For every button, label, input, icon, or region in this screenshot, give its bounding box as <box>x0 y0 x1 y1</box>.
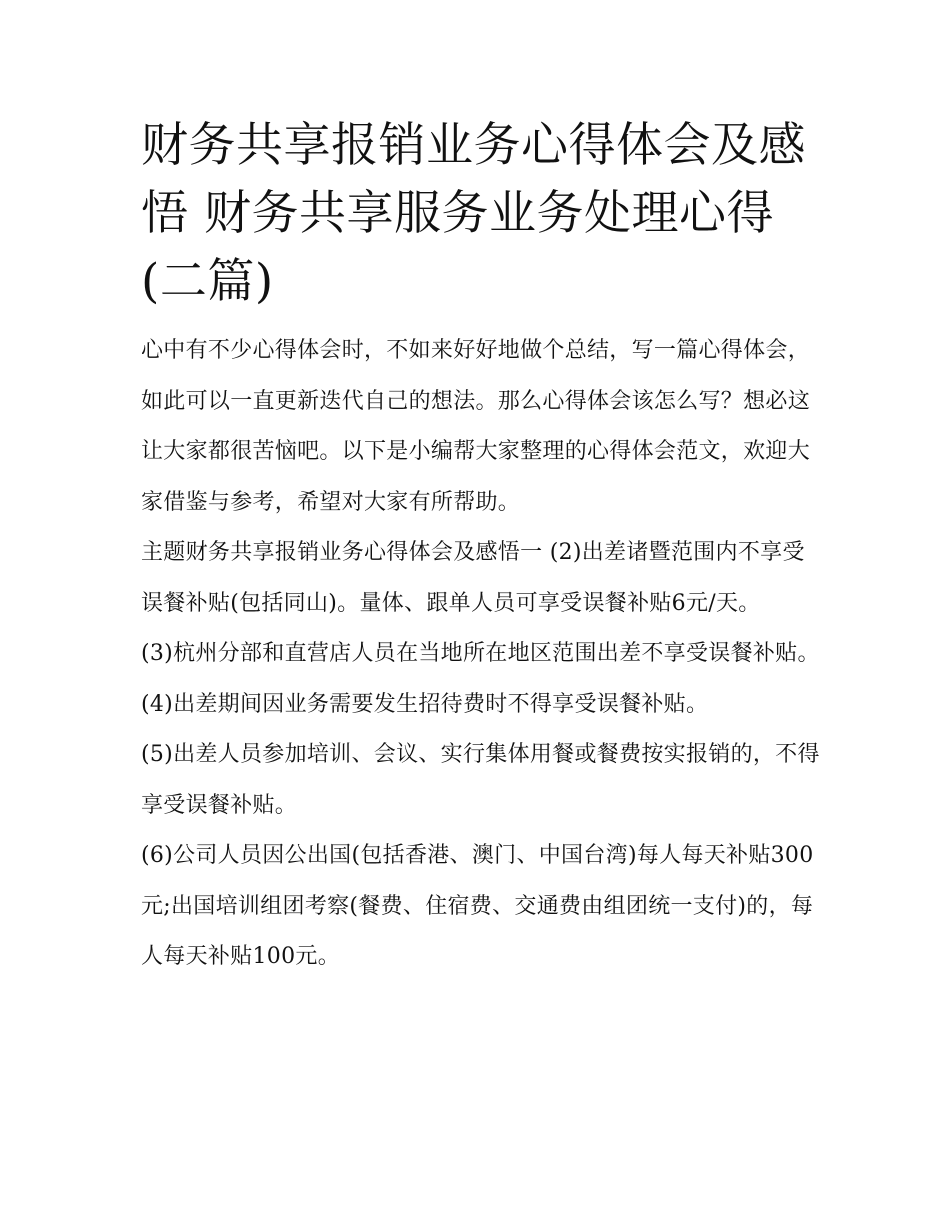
paragraph-item-3-4: (3)杭州分部和直营店人员在当地所在地区范围出差不享受误餐补贴。 (4)出差期间因业务需要发生招待费时不得享受误餐补贴。 <box>141 641 820 717</box>
document-page <box>141 112 821 983</box>
paragraph-item-2: 主题财务共享报销业务心得体会及感悟一 (2)出差诸暨范围内不享受误餐补贴(包括同山)。量体、跟单人员可享受误餐补贴6元/天。 <box>141 540 805 616</box>
paragraph-item-5: (5)出差人员参加培训、会议、实行集体用餐或餐费按实报销的，不得享受误餐补贴。 <box>141 742 820 818</box>
paragraph-item-6: (6)公司人员因公出国(包括香港、澳门、中国台湾)每人每天补贴300元;出国培训组团考察(餐费、住宿费、交通费由组团统一支付)的，每人每天补贴100元。 <box>141 843 814 969</box>
document-title: 财务共享报销业务心得体会及感悟 财务共享服务业务处理心得(二篇) <box>141 118 806 309</box>
paragraph-intro: 心中有不少心得体会时，不如来好好地做个总结，写一篇心得体会，如此可以一直更新迭代自己的想法。那么心得体会该怎么写？想必这让大家都很苦恼吧。以下是小编帮大家整理的心得体会范文，欢迎大家借鉴与参考，希望对大家有所帮助。 <box>141 338 811 515</box>
